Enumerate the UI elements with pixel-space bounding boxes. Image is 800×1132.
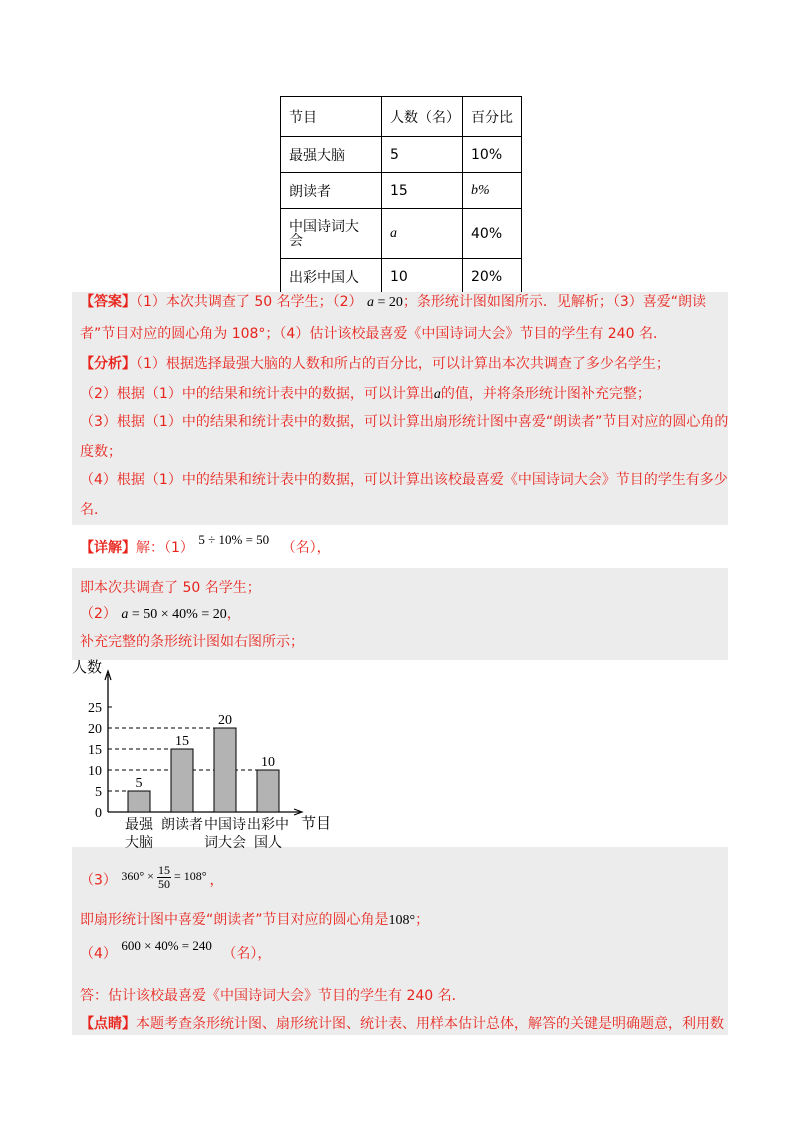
analysis-line-3: （3）根据（1）中的结果和统计表中的数据，可以计算出扇形统计图中喜爱“朗读者”节目对应的圆心角的 <box>80 414 729 430</box>
comment-line <box>80 1014 724 1034</box>
detail-text: ， <box>226 606 241 622</box>
bar-value-label: 15 <box>175 734 189 749</box>
detail-equation: a = 50 × 40% = 20 <box>121 607 227 622</box>
detail-text: ， <box>209 872 224 889</box>
table-cell <box>281 209 382 259</box>
x-category-label: 最强 <box>125 817 153 833</box>
detail-text: ， <box>316 540 331 556</box>
x-category-label: 中国诗 <box>204 817 246 833</box>
comment-text: 本题考查条形统计图、扇形统计图、统计表、用样本估计总体，解答的关键是明确题意，利用数 <box>136 1016 724 1032</box>
detail-text: 解：（1） <box>136 540 194 556</box>
answer-line-1 <box>80 292 706 313</box>
analysis-text: （2）根据（1）中的结果和统计表中的数据，可以计算出 <box>80 386 434 402</box>
table-row <box>281 173 522 209</box>
detail-text: （名） <box>222 946 258 962</box>
analysis-line-2 <box>80 384 651 405</box>
detail-line-6 <box>80 910 429 931</box>
detail-text: 即扇形统计图中喜爱“朗读者”节目对应的圆心角是 <box>80 912 389 928</box>
table-cell-text: 中国诗词大会 <box>289 218 359 249</box>
header-cell: 人数（名） <box>382 97 463 137</box>
detail-equation: 600 × 40% = 240 <box>121 938 212 953</box>
detail-text: （3） <box>80 872 117 889</box>
table-cell: 10 <box>382 259 463 295</box>
equation-part: 360° × <box>121 869 154 884</box>
bar <box>128 791 150 812</box>
answer-tag: 【答案】 <box>80 294 136 310</box>
fraction <box>157 864 171 891</box>
table-cell: 5 <box>382 137 463 173</box>
detail-tag: 【详解】 <box>80 540 136 556</box>
table-cell: 最强大脑 <box>281 137 382 173</box>
detail-line-2: 即本次共调查了 50 名学生； <box>80 580 261 596</box>
table-row <box>281 137 522 173</box>
table-cell: 40% <box>463 209 522 259</box>
detail-equation: 108° <box>388 913 416 928</box>
stats-table <box>280 96 522 295</box>
table-cell: 朗读者 <box>281 173 382 209</box>
analysis-line-4: 度数； <box>80 444 122 460</box>
header-cell: 节目 <box>281 97 382 137</box>
table-cell: b% <box>463 173 522 209</box>
bar <box>171 749 193 812</box>
y-tick-label: 20 <box>88 722 102 737</box>
detail-line-4: 补充完整的条形统计图如右图所示； <box>80 634 304 650</box>
y-tick-label: 0 <box>95 806 102 821</box>
y-tick-label: 15 <box>88 743 102 758</box>
x-category-label: 大脑 <box>125 835 153 850</box>
table-cell: 20% <box>463 259 522 295</box>
x-category-label: 朗读者 <box>161 817 203 833</box>
analysis-variable: a <box>433 387 441 402</box>
y-tick-label: 5 <box>95 785 102 800</box>
detail-equation: 5 ÷ 10% = 50 <box>198 532 270 547</box>
bar-chart <box>68 658 332 850</box>
detail-text: （4） <box>80 946 117 962</box>
bar <box>257 770 279 812</box>
analysis-line-1 <box>80 354 670 374</box>
answer-equation: a = 20 <box>366 295 403 310</box>
table-cell: 出彩中国人 <box>281 259 382 295</box>
table-row <box>281 259 522 295</box>
analysis-tag: 【分析】 <box>80 356 136 372</box>
table-row <box>281 209 522 259</box>
analysis-line-6: 名． <box>80 502 108 518</box>
table-cell: a <box>382 209 463 259</box>
analysis-line-5: （4）根据（1）中的结果和统计表中的数据，可以计算出该校最喜爱《中国诗词大会》节目的学生有多少 <box>80 472 728 488</box>
detail-line-1 <box>80 532 331 558</box>
table-header-row <box>281 97 522 137</box>
x-category-label: 出彩中 <box>247 817 289 833</box>
bar-value-label: 20 <box>218 713 232 728</box>
detail-text: （2） <box>80 606 117 622</box>
detail-line-3 <box>80 604 241 625</box>
bar-value-label: 5 <box>135 776 143 791</box>
equation-part: = 108° <box>173 869 207 884</box>
x-category-label: 国人 <box>254 835 282 850</box>
detail-text: ， <box>257 946 272 962</box>
fraction-denominator: 50 <box>157 877 170 891</box>
x-axis-label: 节目 <box>301 814 332 832</box>
detail-line-8: 答：估计该校最喜爱《中国诗词大会》节目的学生有 240 名． <box>80 988 466 1004</box>
bar <box>214 728 236 812</box>
detail-line-7 <box>80 938 272 964</box>
detail-text: （名） <box>281 540 317 556</box>
fraction-numerator: 15 <box>157 863 170 877</box>
answer-text: （1）本次共调查了 50 名学生；（2） <box>136 294 363 310</box>
header-cell: 百分比 <box>463 97 522 137</box>
table-cell: 10% <box>463 137 522 173</box>
analysis-text: 的值，并将条形统计图补充完整； <box>440 386 651 402</box>
x-category-label: 词大会 <box>204 835 246 850</box>
analysis-text: （1）根据选择最强大脑的人数和所占的百分比，可以计算出本次共调查了多少名学生； <box>136 356 670 372</box>
y-axis-label: 人数 <box>72 658 103 676</box>
detail-line-5 <box>80 863 224 895</box>
answer-line-2: 者”节目对应的圆心角为 108°；（4）估计该校最喜爱《中国诗词大会》节目的学生有 240 名． <box>80 326 667 342</box>
detail-text: ； <box>415 912 430 928</box>
y-tick-label: 25 <box>88 701 102 716</box>
bar-value-label: 10 <box>261 755 275 770</box>
detail-equation <box>121 863 209 891</box>
answer-text: ；条形统计图如图所示．见解析；（3）喜爱“朗读 <box>402 294 707 310</box>
table-cell: 15 <box>382 173 463 209</box>
y-tick-label: 10 <box>88 764 102 779</box>
comment-tag: 【点睛】 <box>80 1016 136 1032</box>
